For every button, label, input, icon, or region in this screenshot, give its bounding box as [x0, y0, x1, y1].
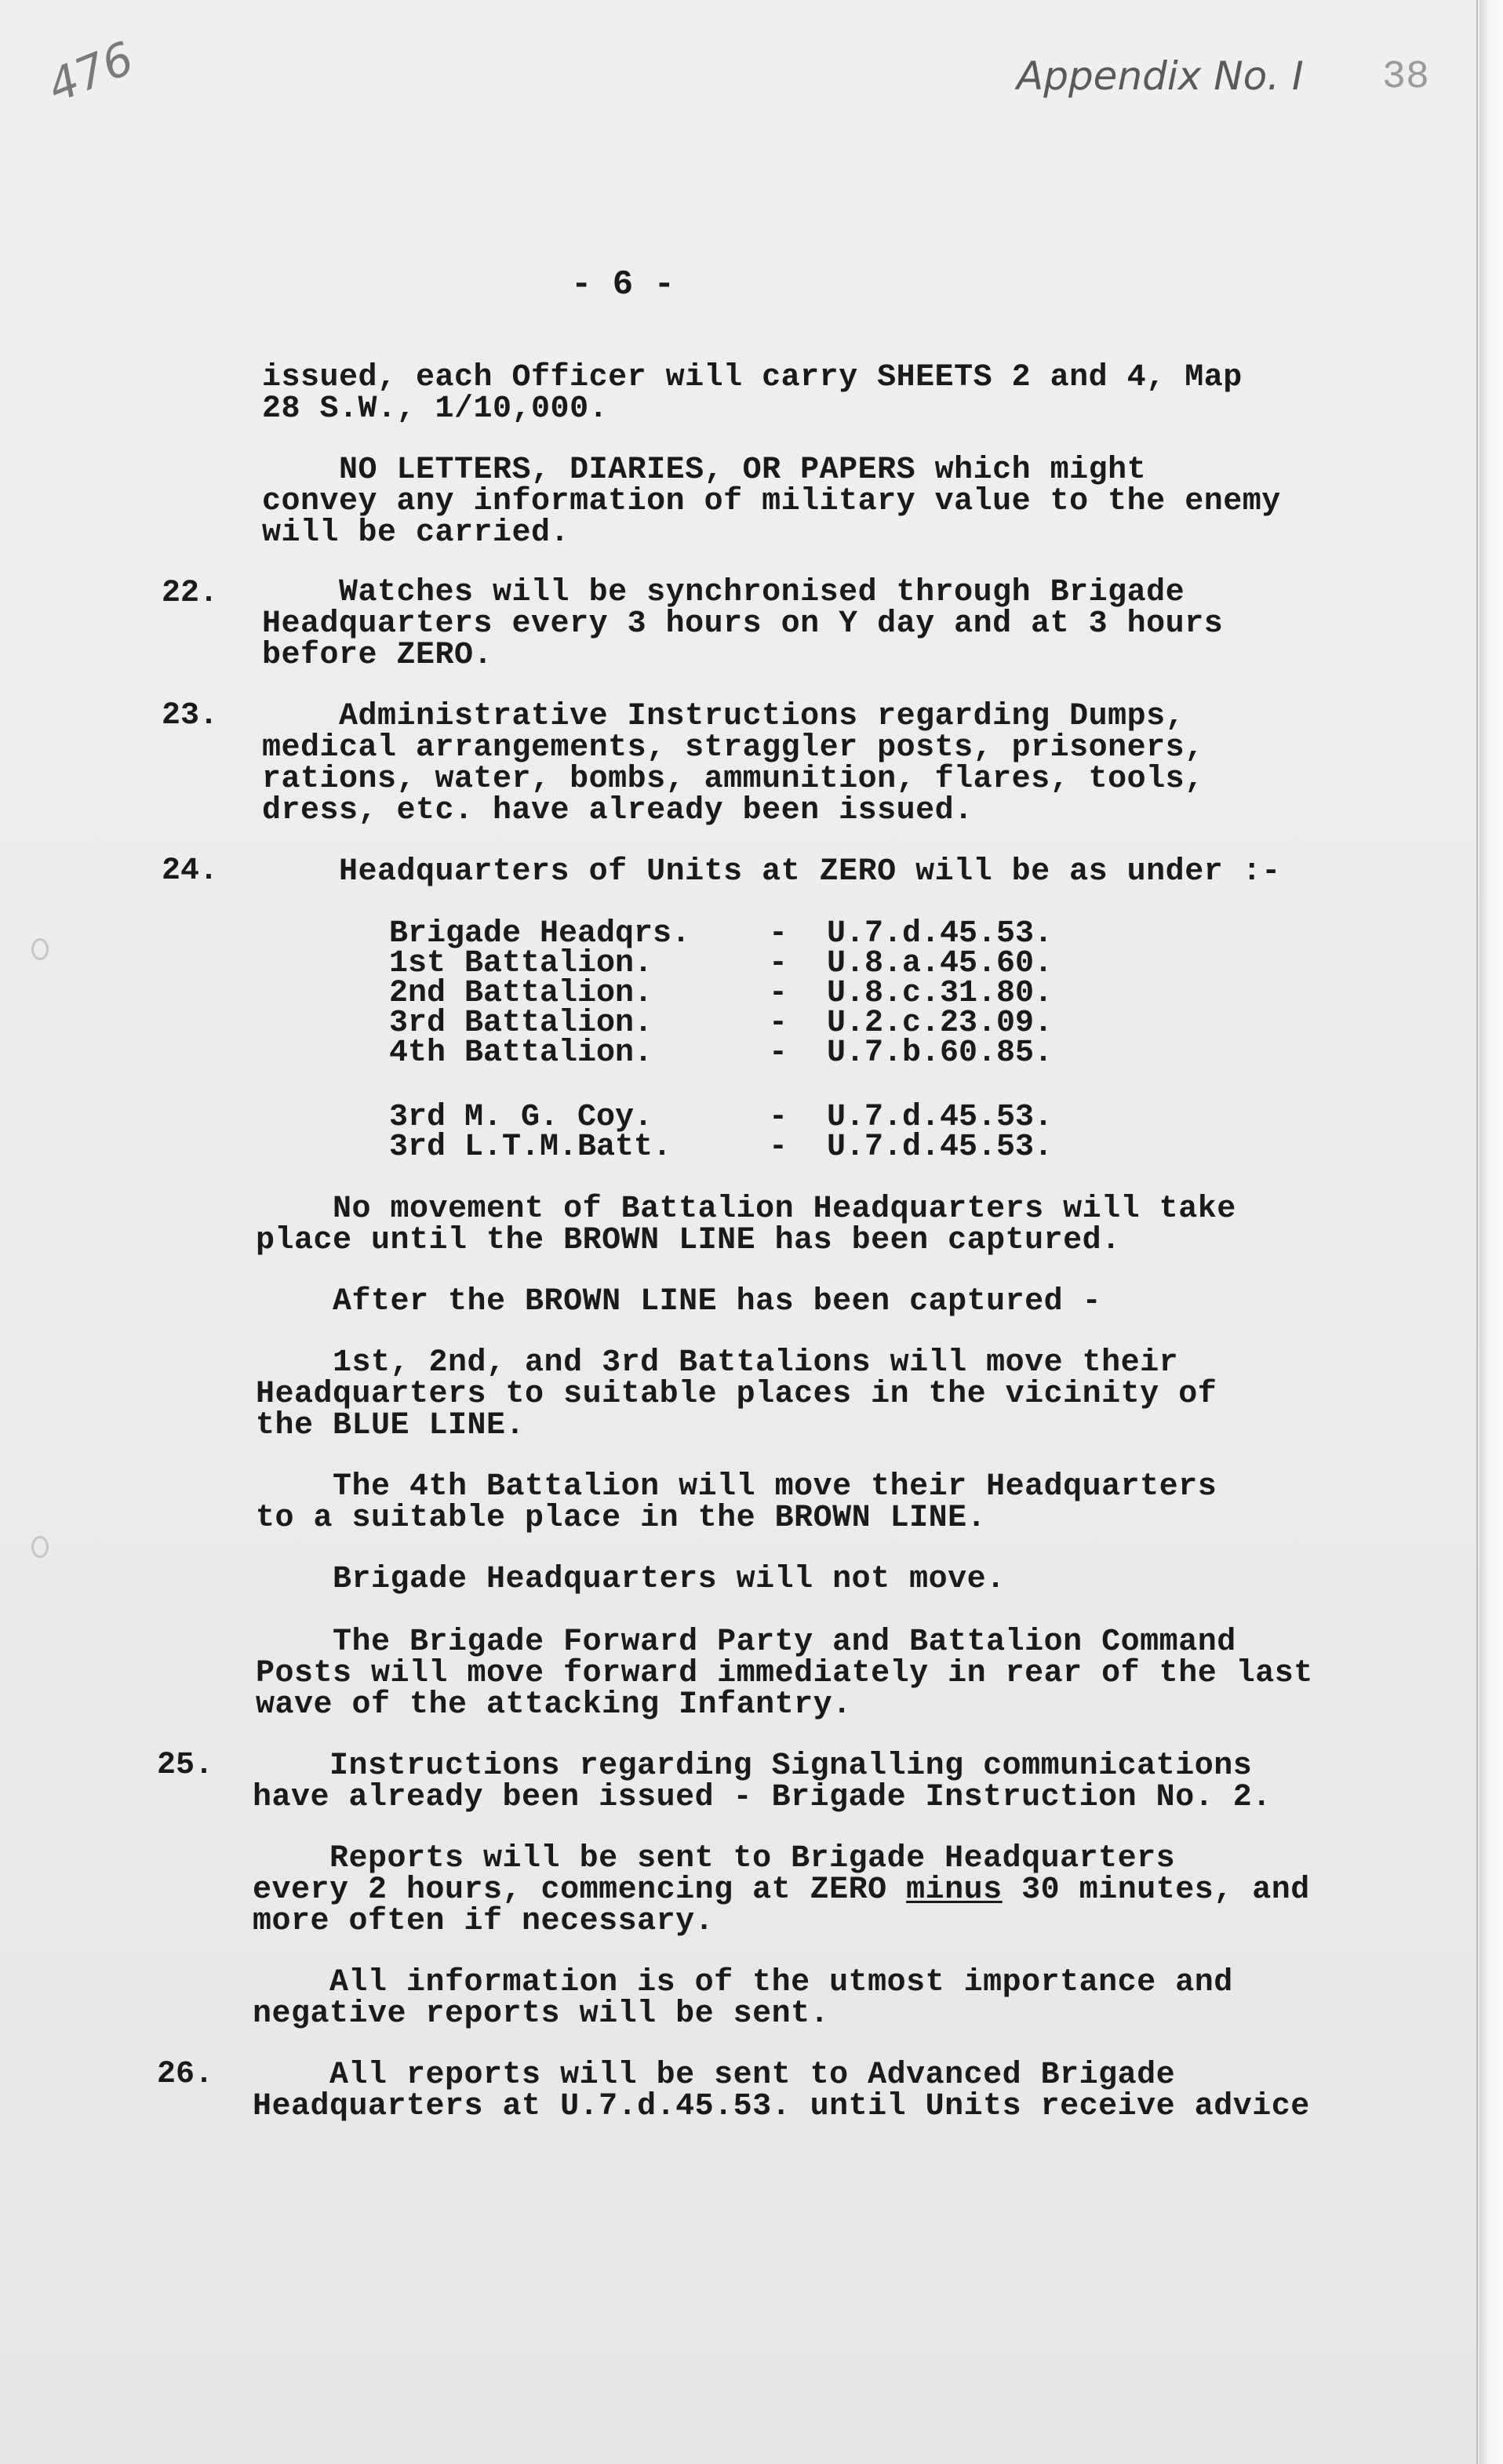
stamped-page-number: 38: [1382, 55, 1430, 100]
text-line: All information is of the utmost importance and: [253, 1965, 1233, 2000]
hq-dash: -: [769, 916, 788, 952]
hq-dash: -: [769, 976, 788, 1011]
text-line: will be carried.: [262, 515, 570, 551]
hq-map-reference: U.7.d.45.53.: [827, 1130, 1054, 1165]
hq-dash: -: [769, 1035, 788, 1071]
hq-unit: 3rd M. G. Coy.: [389, 1100, 653, 1135]
text-line: dress, etc. have already been issued.: [262, 793, 973, 828]
text-line: Watches will be synchronised through Brigade: [262, 575, 1185, 610]
handwritten-folio-number: 476: [40, 31, 141, 114]
text-line: place until the BROWN LINE has been captured.: [256, 1223, 1121, 1258]
text-line: The Brigade Forward Party and Battalion Command: [256, 1625, 1236, 1660]
text-line: [253, 1875, 1310, 1906]
hq-unit: 1st Battalion.: [389, 946, 653, 981]
hq-map-reference: U.8.a.45.60.: [827, 946, 1054, 981]
hq-map-reference: U.8.c.31.80.: [827, 976, 1054, 1011]
underlined-word: minus: [906, 1873, 1003, 1908]
text-line: have already been issued - Brigade Instruction No. 2.: [253, 1780, 1272, 1815]
hq-unit: Brigade Headqrs.: [389, 916, 691, 952]
text-line: to a suitable place in the BROWN LINE.: [256, 1501, 987, 1536]
text-line: NO LETTERS, DIARIES, OR PAPERS which might: [262, 453, 1147, 488]
section-number: 26.: [157, 2057, 214, 2092]
text-line: 1st, 2nd, and 3rd Battalions will move their: [256, 1345, 1179, 1381]
hq-map-reference: U.7.b.60.85.: [827, 1035, 1054, 1071]
hq-dash: -: [769, 946, 788, 981]
text-line: Posts will move forward immediately in rear of the last: [256, 1656, 1313, 1691]
section-number: 24.: [162, 853, 219, 889]
text-line: 28 S.W., 1/10,000.: [262, 391, 609, 427]
text-line: issued, each Officer will carry SHEETS 2 and 4, Map: [262, 360, 1243, 395]
text-line: After the BROWN LINE has been captured -: [256, 1284, 1102, 1319]
text-segment: 30 minutes, and: [1002, 1873, 1310, 1908]
text-line: rations, water, bombs, ammunition, flares, tools,: [262, 762, 1204, 797]
hq-unit: 3rd L.T.M.Batt.: [389, 1130, 672, 1165]
hq-dash: -: [769, 1130, 788, 1165]
text-line: Reports will be sent to Brigade Headquarters: [253, 1841, 1176, 1876]
section-number: 23.: [162, 698, 219, 733]
hq-map-reference: U.7.d.45.53.: [827, 916, 1054, 952]
punch-hole-mark: [31, 1536, 49, 1558]
text-line: Headquarters at U.7.d.45.53. until Units receive advice: [253, 2089, 1310, 2124]
text-line: No movement of Battalion Headquarters will take: [256, 1192, 1236, 1227]
text-line: Headquarters to suitable places in the vicinity of: [256, 1377, 1217, 1412]
text-segment: every 2 hours, commencing at ZERO: [253, 1873, 907, 1908]
section-number: 22.: [162, 576, 219, 611]
hq-unit: 4th Battalion.: [389, 1035, 653, 1071]
hq-dash: -: [769, 1006, 788, 1041]
hq-map-reference: U.7.d.45.53.: [827, 1100, 1054, 1135]
page-header-number: - 6 -: [571, 265, 675, 304]
handwritten-appendix-label: Appendix No. I: [1017, 53, 1304, 99]
text-line: wave of the attacking Infantry.: [256, 1687, 852, 1723]
punch-hole-mark: [31, 938, 49, 960]
text-line: The 4th Battalion will move their Headquarters: [256, 1469, 1217, 1505]
text-line: Headquarters of Units at ZERO will be as under :-: [262, 854, 1281, 890]
page-edge: [1479, 0, 1503, 2464]
hq-dash: -: [769, 1100, 788, 1135]
text-line: All reports will be sent to Advanced Brigade: [253, 2058, 1176, 2093]
text-line: Brigade Headquarters will not move.: [256, 1562, 1006, 1597]
text-line: Administrative Instructions regarding Dumps,: [262, 699, 1185, 734]
text-line: convey any information of military value to the enemy: [262, 484, 1281, 519]
hq-unit: 2nd Battalion.: [389, 976, 653, 1011]
text-line: the BLUE LINE.: [256, 1408, 526, 1443]
text-line: before ZERO.: [262, 638, 493, 673]
text-line: Instructions regarding Signalling communications: [253, 1749, 1253, 1784]
text-line: negative reports will be sent.: [253, 1996, 830, 2032]
text-line: medical arrangements, straggler posts, prisoners,: [262, 730, 1204, 766]
text-line: more often if necessary.: [253, 1904, 715, 1939]
page-edge-line: [1476, 0, 1478, 2464]
section-number: 25.: [157, 1748, 214, 1783]
text-line: Headquarters every 3 hours on Y day and at 3 hours: [262, 606, 1224, 642]
hq-map-reference: U.2.c.23.09.: [827, 1006, 1054, 1041]
hq-unit: 3rd Battalion.: [389, 1006, 653, 1041]
